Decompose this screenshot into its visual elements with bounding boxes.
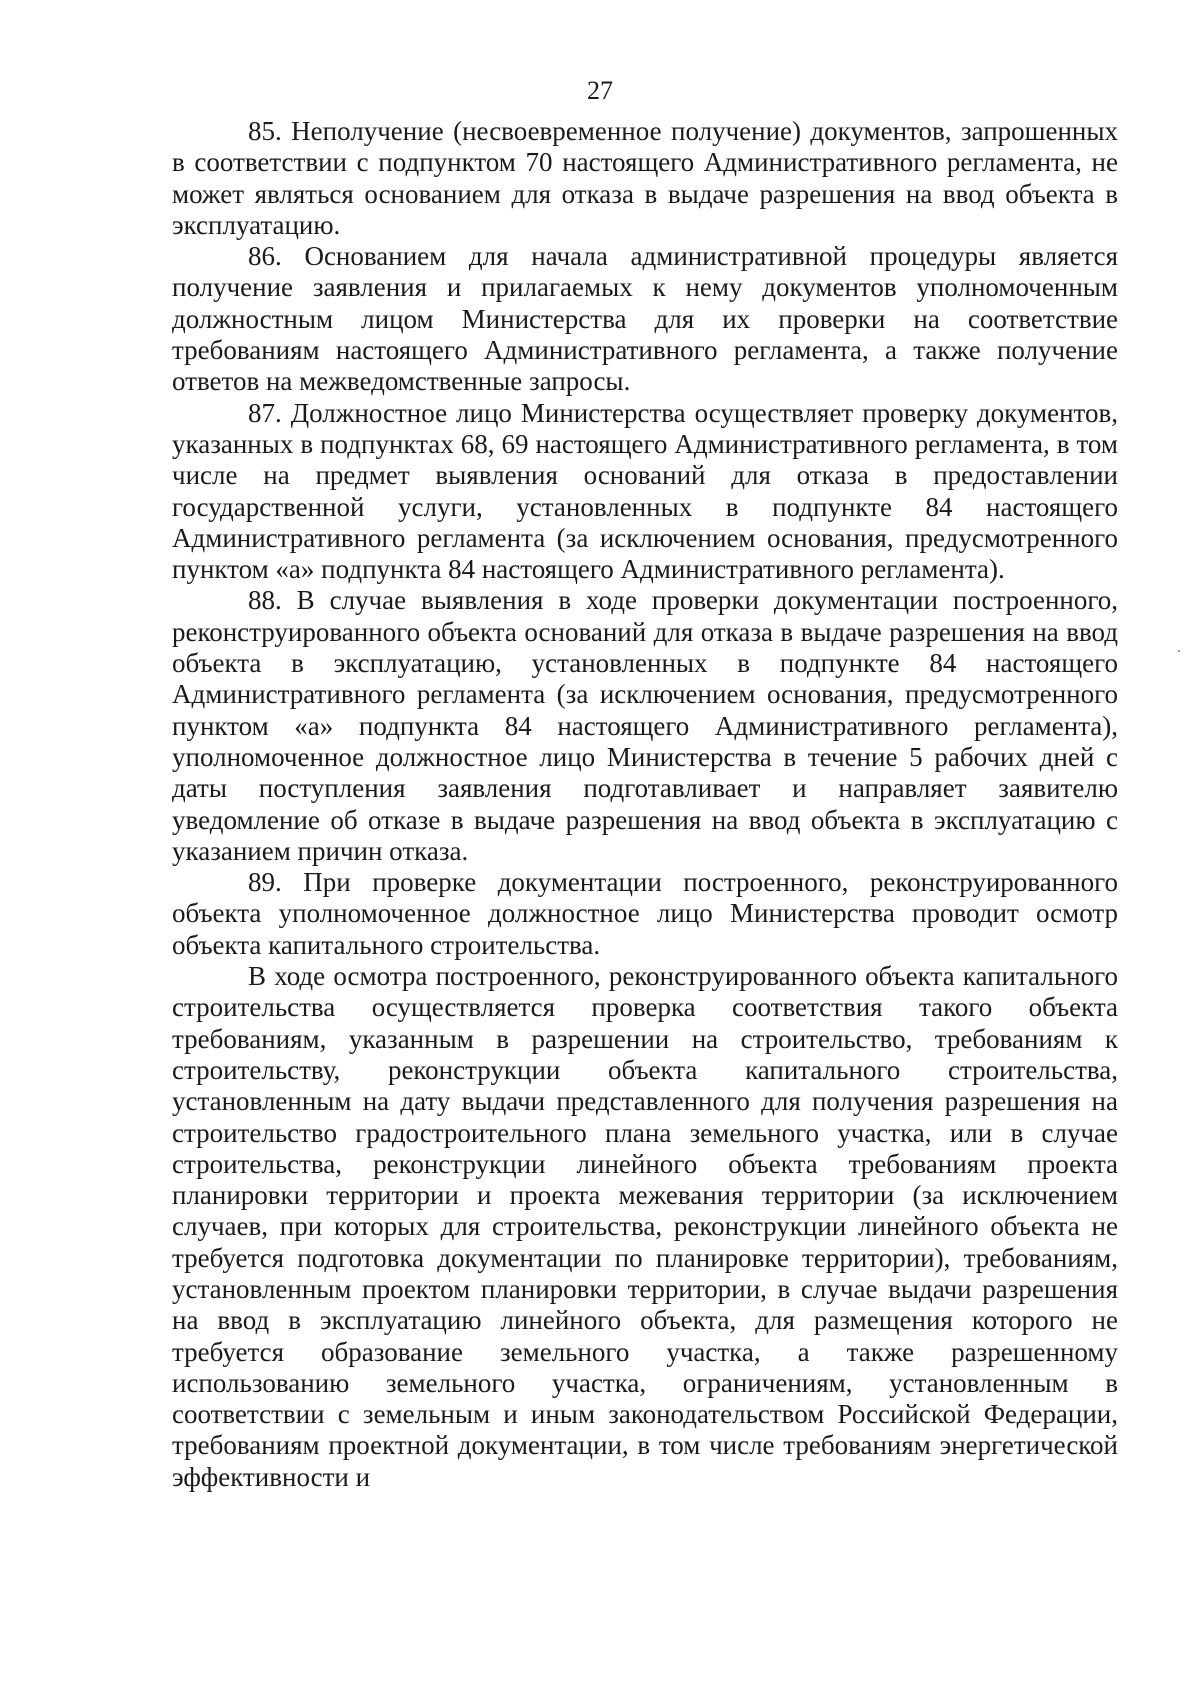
paragraph-87: 87. Должностное лицо Министерства осуществляет проверку документов, указанных в подпунктах 68, 69 настоящего Административного регламента, в том числе на предмет выявления оснований для отказа в предоставлении государственной услуги, установленных в подпункте 84 настоящего Административного регламента (за исключением основания, предусмотренного пунктом «а» подпункта 84 настоящего Административного регламента).	[172, 397, 1118, 585]
paragraph-89-continuation: В ходе осмотра построенного, реконструированного объекта капитального строительства осуществляется проверка соответствия такого объекта требованиям, указанным в разрешении на строительство, требованиям к строительству, реконструкции объекта капитального строительства, установленным на дату выдачи представленного для получения разрешения на строительство градостроительного плана земельного участка, или в случае строительства, реконструкции линейного объекта требованиям проекта планировки территории и проекта межевания территории (за исключением случаев, при которых для строительства, реконструкции линейного объекта не требуется подготовка документации по планировке территории), требованиям, установленным проектом планировки территории, в случае выдачи разрешения на ввод в эксплуатацию линейного объекта, для размещения которого не требуется образование земельного участка, а также разрешенному использованию земельного участка, ограничениям, установленным в соответствии с земельным и иным законодательством Российской Федерации, требованиям проектной документации, в том числе требованиям энергетической эффективности и	[172, 961, 1118, 1492]
document-body	[172, 116, 1118, 1493]
paragraph-89: 89. При проверке документации построенного, реконструированного объекта уполномоченное должностное лицо Министерства проводит осмотр объекта капитального строительства.	[172, 867, 1118, 960]
paragraph-85: 85. Неполучение (несвоевременное получение) документов, запрошенных в соответствии с подпунктом 70 настоящего Административного регламента, не может являться основанием для отказа в выдаче разрешения на ввод объекта в эксплуатацию.	[172, 116, 1118, 240]
paragraph-86: 86. Основанием для начала административной процедуры является получение заявления и прилагаемых к нему документов уполномоченным должностным лицом Министерства для их проверки на соответствие требованиям настоящего Административного регламента, а также получение ответов на межведомственные запросы.	[172, 241, 1118, 397]
page-number: 27	[587, 76, 613, 105]
paragraph-88: 88. В случае выявления в ходе проверки документации построенного, реконструированного объекта оснований для отказа в выдаче разрешения на ввод объекта в эксплуатацию, установленных в подпункте 84 настоящего Административного регламента (за исключением основания, предусмотренного пунктом «а» подпункта 84 настоящего Административного регламента), уполномоченное должностное лицо Министерства в течение 5 рабочих дней с даты поступления заявления подготавливает и направляет заявителю уведомление об отказе в выдаче разрешения на ввод объекта в эксплуатацию с указанием причин отказа.	[172, 585, 1118, 866]
scan-speck	[1178, 650, 1180, 652]
